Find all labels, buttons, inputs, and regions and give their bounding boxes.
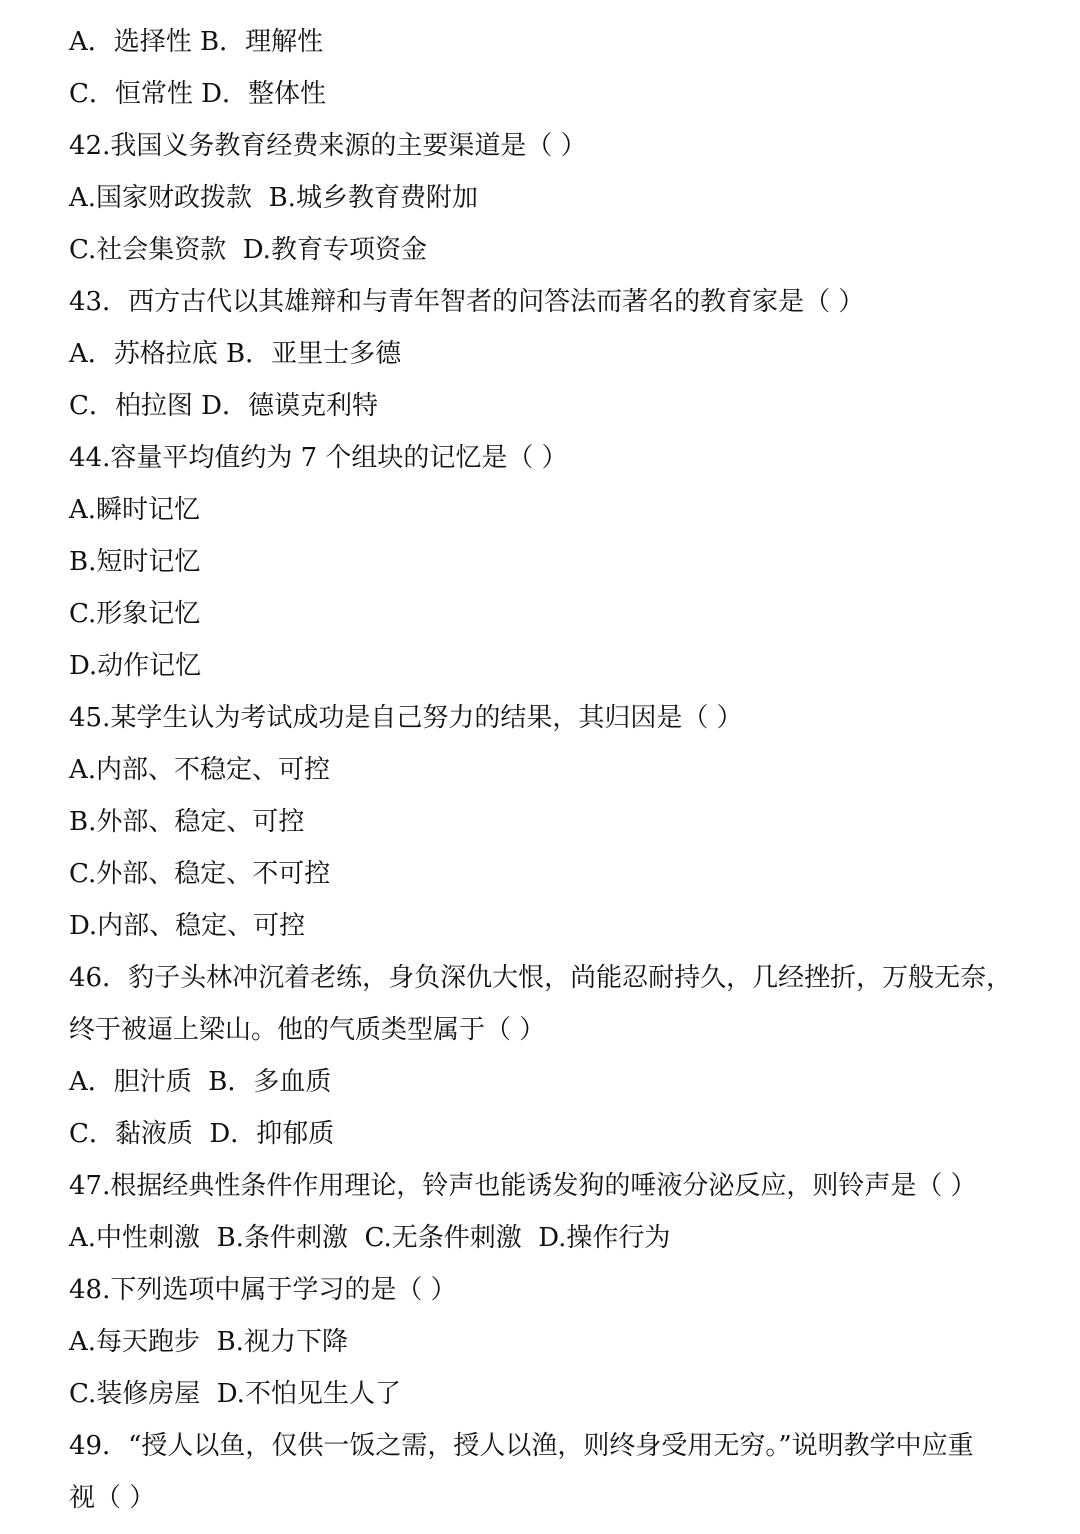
- q45-option-c: C.外部、稳定、不可控: [69, 859, 331, 889]
- q44-option-b: B.短时记忆: [69, 547, 201, 577]
- q47-options: A.中性刺激 B.条件刺激 C.无条件刺激 D.操作行为: [69, 1223, 671, 1253]
- q46-options-cd: C．黏液质 D．抑郁质: [69, 1119, 335, 1149]
- q43-options-ab: A．苏格拉底 B．亚里士多德: [69, 339, 402, 369]
- q47-stem: 47.根据经典性条件作用理论，铃声也能诱发狗的唾液分泌反应，则铃声是（ ）: [69, 1171, 977, 1201]
- q41-options-cd: C．恒常性 D．整体性: [69, 79, 327, 109]
- q42-stem: 42.我国义务教育经费来源的主要渠道是（ ）: [69, 131, 587, 161]
- q48-options-ab: A.每天跑步 B.视力下降: [69, 1327, 348, 1357]
- q46-stem-line1: 46．豹子头林冲沉着老练，身负深仇大恨，尚能忍耐持久，几经挫折，万般无奈，: [69, 963, 1013, 993]
- q49-stem-line1: 49．“授人以鱼，仅供一饭之需，授人以渔，则终身受用无穷。”说明教学中应重: [69, 1431, 974, 1461]
- q45-option-a: A.内部、不稳定、可控: [69, 755, 331, 785]
- q48-options-cd: C.装修房屋 D.不怕见生人了: [69, 1379, 401, 1409]
- q45-stem: 45.某学生认为考试成功是自己努力的结果，其归因是（ ）: [69, 703, 743, 733]
- q48-stem: 48.下列选项中属于学习的是（ ）: [69, 1275, 457, 1305]
- q44-stem: 44.容量平均值约为 7 个组块的记忆是（ ）: [69, 443, 568, 473]
- q43-options-cd: C．柏拉图 D．德谟克利特: [69, 391, 379, 421]
- q42-options-ab: A.国家财政拨款 B.城乡教育费附加: [69, 183, 478, 213]
- q44-option-d: D.动作记忆: [69, 651, 202, 681]
- q44-option-a: A.瞬时记忆: [69, 495, 201, 525]
- q45-option-b: B.外部、稳定、可控: [69, 807, 305, 837]
- exam-questions-text: [69, 16, 1013, 1524]
- q49-stem-line2: 视（ ）: [69, 1483, 156, 1513]
- q46-options-ab: A．胆汁质 B．多血质: [69, 1067, 332, 1097]
- q46-stem-line2: 终于被逼上梁山。他的气质类型属于（ ）: [69, 1015, 546, 1045]
- q43-stem: 43．西方古代以其雄辩和与青年智者的问答法而著名的教育家是（ ）: [69, 287, 865, 317]
- q45-option-d: D.内部、稳定、可控: [69, 911, 306, 941]
- q44-option-c: C.形象记忆: [69, 599, 201, 629]
- q41-options-ab: A．选择性 B．理解性: [69, 27, 324, 57]
- q42-options-cd: C.社会集资款 D.教育专项资金: [69, 235, 427, 265]
